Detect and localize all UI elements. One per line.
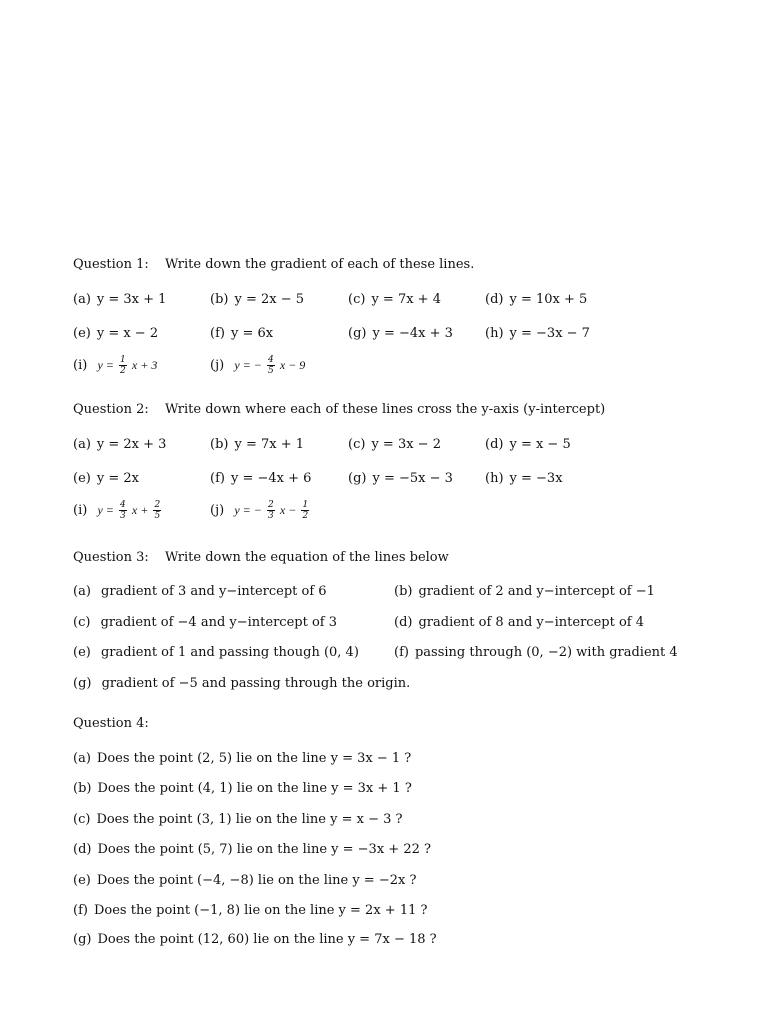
q1-item-j: (j) y = − $\frac{4}{5}$ x − 9 <box>210 355 306 376</box>
fraction: $\frac{4}{3}$ <box>120 500 126 521</box>
q2-item-c: (c) y = 3x − 2 <box>348 437 441 452</box>
question-1-heading <box>73 257 474 272</box>
question-number: Question 3: <box>73 550 149 565</box>
fraction: $\frac{4}{5}$ <box>268 355 274 376</box>
q2-item-d: (d) y = x − 5 <box>485 437 571 452</box>
q4-item-g: (g) Does the point (12, 60) lie on the line y = 7x − 18 ? <box>73 932 437 947</box>
question-title: Write down the gradient of each of these lines. <box>165 257 475 272</box>
q1-item-a: (a) y = 3x + 1 <box>73 292 167 307</box>
q2-item-e: (e) y = 2x <box>73 471 139 486</box>
q3-item-g: (g) gradient of −5 and passing through the origin. <box>73 676 411 691</box>
q4-item-a: (a) Does the point (2, 5) lie on the line y = 3x − 1 ? <box>73 751 412 766</box>
q4-item-f: (f) Does the point (−1, 8) lie on the line y = 2x + 11 ? <box>73 903 428 918</box>
q1-item-h: (h) y = −3x − 7 <box>485 326 590 341</box>
q3-item-b: (b) gradient of 2 and y−intercept of −1 <box>394 584 655 599</box>
q4-item-d: (d) Does the point (5, 7) lie on the line y = −3x + 22 ? <box>73 842 431 857</box>
q2-item-i: (i) y = $\frac{4}{3}$ x + $\frac{2}{5}$ <box>73 500 161 521</box>
q1-item-b: (b) y = 2x − 5 <box>210 292 305 307</box>
question-title: Write down the equation of the lines below <box>165 550 449 565</box>
q4-item-b: (b) Does the point (4, 1) lie on the line y = 3x + 1 ? <box>73 781 412 796</box>
question-number: Question 1: <box>73 257 149 272</box>
q1-item-d: (d) y = 10x + 5 <box>485 292 588 307</box>
q2-item-g: (g) y = −5x − 3 <box>348 471 453 486</box>
q4-item-c: (c) Does the point (3, 1) lie on the line y = x − 3 ? <box>73 812 403 827</box>
q3-item-e: (e) gradient of 1 and passing though (0, 4) <box>73 645 359 660</box>
q2-item-f: (f) y = −4x + 6 <box>210 471 312 486</box>
q1-item-c: (c) y = 7x + 4 <box>348 292 441 307</box>
q1-item-i: (i) y = $\frac{1}{2}$ x + 3 <box>73 355 158 376</box>
question-3-heading <box>73 550 449 565</box>
q2-item-b: (b) y = 7x + 1 <box>210 437 305 452</box>
fraction: $\frac{2}{5}$ <box>154 500 161 521</box>
fraction: $\frac{1}{2}$ <box>120 355 126 376</box>
q2-item-j: (j) y = − $\frac{2}{3}$ x − $\frac{1}{2}$ <box>210 500 309 521</box>
fraction: $\frac{2}{3}$ <box>268 500 274 521</box>
q1-item-g: (g) y = −4x + 3 <box>348 326 453 341</box>
question-2-heading <box>73 402 605 417</box>
q2-item-h: (h) y = −3x <box>485 471 563 486</box>
q3-item-c: (c) gradient of −4 and y−intercept of 3 <box>73 615 338 630</box>
q3-item-a: (a) gradient of 3 and y−intercept of 6 <box>73 584 327 599</box>
question-4-heading <box>73 716 149 731</box>
q4-item-e: (e) Does the point (−4, −8) lie on the line y = −2x ? <box>73 873 417 888</box>
q3-item-f: (f) passing through (0, −2) with gradient 4 <box>394 645 678 660</box>
question-title: Write down where each of these lines cross the y-axis (y-intercept) <box>165 402 606 417</box>
fraction: $\frac{1}{2}$ <box>302 500 309 521</box>
question-number: Question 4: <box>73 716 149 731</box>
q1-item-f: (f) y = 6x <box>210 326 274 341</box>
q3-item-d: (d) gradient of 8 and y−intercept of 4 <box>394 615 645 630</box>
q1-item-e: (e) y = x − 2 <box>73 326 159 341</box>
q2-item-a: (a) y = 2x + 3 <box>73 437 167 452</box>
question-number: Question 2: <box>73 402 149 417</box>
